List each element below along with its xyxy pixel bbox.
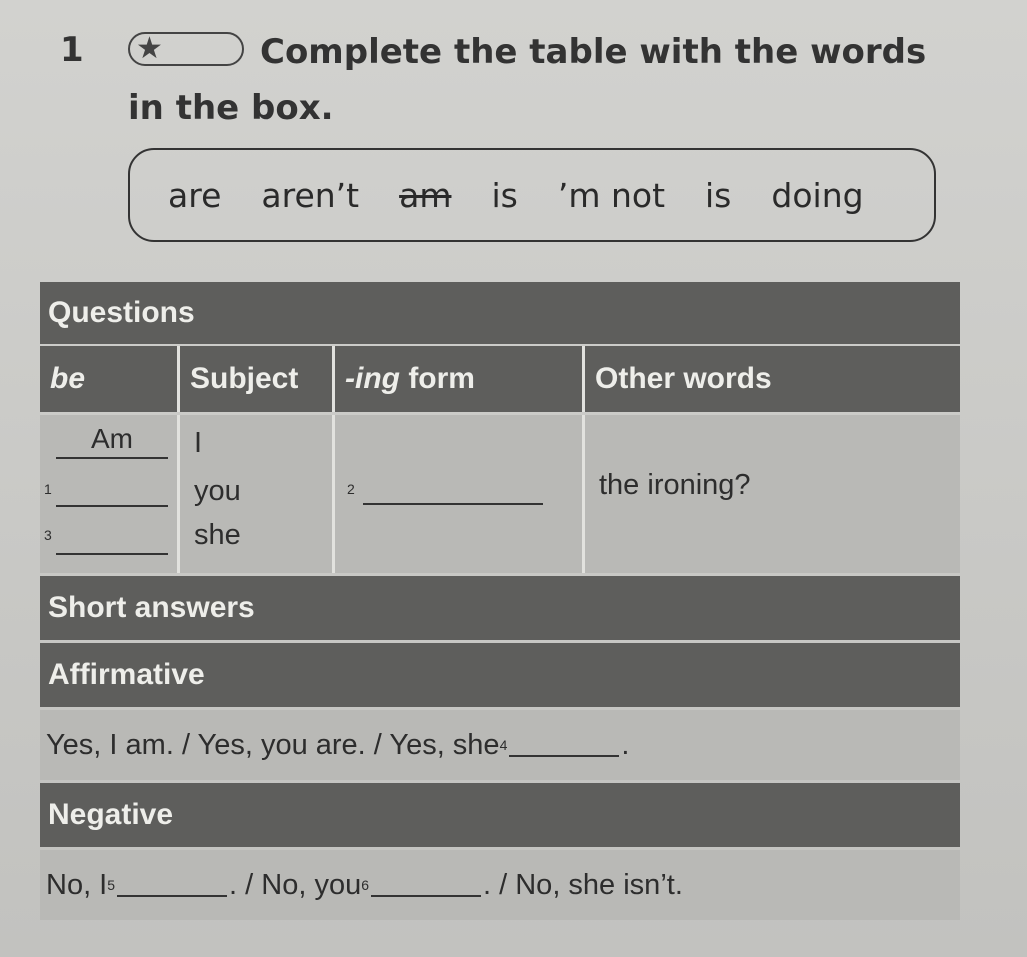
affirmative-answers [40,710,960,780]
negative-answers [40,850,960,920]
exercise-instruction: Complete the table with the words in the box. [128,32,927,128]
star-icon: ★ [136,31,163,66]
gap-number-6: 6 [361,877,370,893]
header-other-words: Other words [585,346,960,412]
word-box-item: ’m not [557,175,666,215]
other-words-text: the ironing? [599,469,751,501]
other-words-cell [585,415,960,573]
header-be: be [40,346,180,412]
column-headers [40,346,960,412]
blank-4[interactable] [509,733,619,757]
gap-number-3: 3 [44,527,52,543]
blank-5[interactable] [117,873,227,897]
subject-cell [180,415,335,573]
be-cell [40,415,180,573]
negative-header: Negative [40,783,960,847]
questions-header: Questions [40,282,960,344]
question-row [40,415,960,573]
gap-number-2: 2 [347,481,355,497]
negative-text-a: No, I [46,868,108,901]
gap-number-4: 4 [499,737,508,753]
affirmative-end: . [621,728,630,761]
negative-text-b: . / No, you [229,868,362,901]
be-example: Am [56,423,168,459]
word-box-item: is [491,175,518,215]
short-answers-header: Short answers [40,576,960,640]
blank-2[interactable] [363,501,543,505]
gap-number-1: 1 [44,481,52,497]
affirmative-header: Affirmative [40,643,960,707]
ing-form-cell [335,415,585,573]
header-ing-form: -ing form [335,346,585,412]
word-box-item: aren’t [261,175,360,215]
blank-3[interactable] [56,519,168,555]
blank-1[interactable] [56,471,168,507]
negative-text-c: . / No, she isn’t. [483,868,683,901]
subject-you: you [194,475,241,507]
exercise-number: 1 [60,30,84,70]
subject-she: she [194,519,241,551]
blank-6[interactable] [371,873,481,897]
affirmative-text: Yes, I am. / Yes, you are. / Yes, she [46,728,500,761]
word-box-item: doing [771,175,864,215]
header-subject: Subject [180,346,335,412]
grammar-table [40,282,960,920]
word-box [128,148,936,242]
word-box-item-used: am [399,175,452,215]
gap-number-5: 5 [107,877,116,893]
subject-i: I [194,427,203,459]
word-box-item: are [168,175,222,215]
word-box-item: is [705,175,732,215]
